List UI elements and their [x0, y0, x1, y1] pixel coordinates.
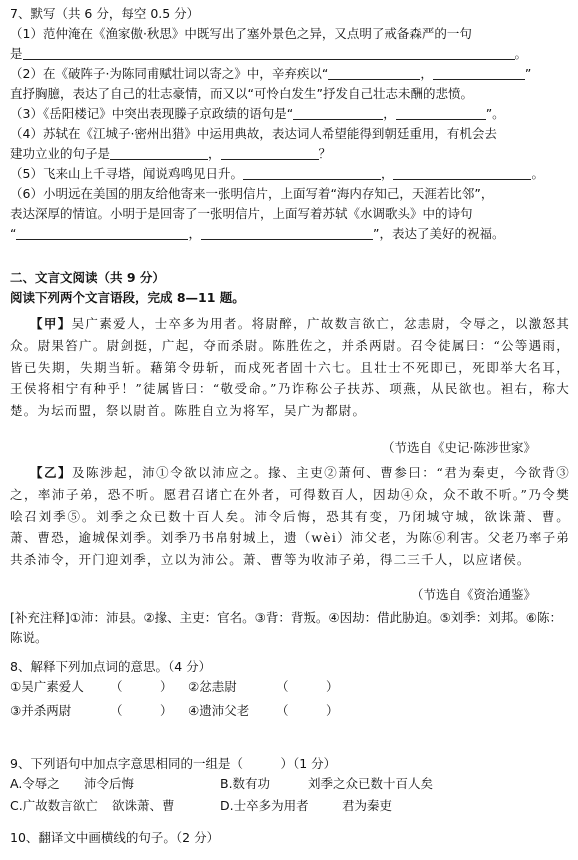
- q9-options-row-2: [10, 796, 570, 816]
- q9-title: 9、下列语句中加点字意思相同的一组是（ ）（1 分）: [10, 756, 337, 771]
- passage-jia-label: 【甲】: [30, 316, 72, 331]
- passage-jia: [10, 313, 570, 422]
- q7-item6-line1: （6）小明远在美国的朋友给他寄来一张明信片，上面写着“海内存知己，天涯若比邻”，: [10, 186, 494, 201]
- passage-yi-label: 【乙】: [30, 465, 73, 480]
- q8-item-label: ③并杀两尉: [10, 703, 72, 718]
- answer-blank[interactable]: [243, 166, 381, 180]
- q8-row-1: [10, 677, 570, 697]
- answer-blank[interactable]: [433, 66, 525, 80]
- q9-option-b-compare: 刘季之众已数十百人矣: [308, 776, 434, 791]
- question-9: [10, 754, 570, 816]
- q9-option-d-compare: 君为秦吏: [342, 798, 393, 813]
- q9-option-d[interactable]: D.士卒多为用者: [220, 798, 309, 813]
- q8-item-label: ④遗沛父老: [188, 703, 250, 718]
- q7-item4-line2: 建功立业的句子是 ， ？: [10, 146, 332, 161]
- q8-item-label: ②忿恚尉: [188, 679, 237, 694]
- q7-item1-text: （1）范仲淹在《渔家傲·秋思》中既写出了塞外景色之异，又点明了戒备森严的一句: [10, 26, 472, 41]
- answer-blank[interactable]: [293, 106, 383, 120]
- answer-blank[interactable]: [110, 146, 208, 160]
- q7-item3: （3）《岳阳楼记》中突出表现滕子京政绩的语句是“ ， ”。: [10, 106, 505, 121]
- q8-item-label: ①吴广素爱人: [10, 679, 84, 694]
- q8-answer-paren[interactable]: （ ）: [110, 679, 173, 694]
- q8-answer-paren[interactable]: （ ）: [276, 703, 339, 718]
- q8-row-2: [10, 701, 570, 721]
- passage-yi-text: 及陈涉起，沛①令欲以沛应之。掾、主吏②萧何、曹参曰：“君为秦吏，今欲背③之，率沛子弟，恐不听。愿君召诸亡在外者，可得数百人，因劫④众，众不敢不听。”乃令樊哙召刘季⑤。刘季之众已数十百人矣。沛令后悔，恐其有变，乃闭城守城，欲诛萧、曹。萧、曹恐，逾城保刘季。刘季乃书帛射城上，遗（wèi）沛父老，为陈⑥利害。父老乃率子弟共杀沛令，开门迎刘季，立以为沛公。萧、曹等为收沛子弟，得二三千人，以应诸侯。: [10, 465, 571, 568]
- reading-instruction: 阅读下列两个文言语段，完成 8—11 题。: [10, 290, 245, 305]
- passage-jia-text: 吴广素爱人，士卒多为用者。将尉醉，广故数言欲亡，忿恚尉，令辱之，以激怒其众。尉果笞广。尉剑挺，广起，夺而杀尉。陈胜佐之，并杀两尉。召令徒属曰：“公等遇雨，皆已失期，失期当斩。藉第令毋斩，而戍死者固十六七。且壮士不死即已，死即举大名耳，王侯将相宁有种乎！”徒属皆曰：“敬受命。”乃诈称公子扶苏、项燕，从民欲也。袒右，称大楚。为坛而盟，祭以尉首。陈胜自立为将军，吴广为都尉。: [10, 316, 571, 419]
- question-8: [10, 657, 570, 721]
- q7-title: 7、默写（共 6 分，每空 0.5 分）: [10, 6, 200, 21]
- question-10: [10, 828, 570, 848]
- q7-item4-line1: （4）苏轼在《江城子·密州出猎》中运用典故，表达词人希望能得到朝廷重用，有机会去: [10, 126, 497, 141]
- q8-title: 8、解释下列加点词的意思。（4 分）: [10, 659, 212, 674]
- q7-item5: （5）飞来山上千寻塔，闻说鸡鸣见日升。 ， 。: [10, 166, 544, 181]
- passage-jia-source: （节选自《史记·陈涉世家》: [382, 440, 536, 455]
- passage-yi-source: （节选自《资治通鉴》: [410, 587, 536, 602]
- section-2-header: [10, 268, 570, 308]
- supplementary-notes: [10, 608, 570, 648]
- q7-item1-answer-line: 是 。: [10, 46, 528, 61]
- q7-item2-line1: （2）在《破阵子·为陈同甫赋壮词以寄之》中，辛弃疾以“ ， ”: [10, 66, 532, 81]
- answer-blank[interactable]: [328, 66, 420, 80]
- q9-option-b[interactable]: B.数有功: [220, 776, 271, 791]
- q9-option-c-compare: 欲诛萧、曹: [112, 798, 175, 813]
- q7-item2-line2: 直抒胸臆，表达了自己的壮志豪情，而又以“可怜白发生”抒发自己壮志未酬的悲愤。: [10, 86, 473, 101]
- q8-answer-paren[interactable]: （ ）: [276, 679, 339, 694]
- answer-blank[interactable]: [393, 166, 531, 180]
- answer-blank[interactable]: [16, 226, 188, 240]
- q7-item6-line2: 表达深厚的情谊。小明于是回寄了一张明信片，上面写着苏轼《水调歌头》中的诗句: [10, 206, 473, 221]
- passage-yi: [10, 462, 570, 571]
- answer-blank[interactable]: [23, 46, 515, 60]
- section-heading: 二、文言文阅读（共 9 分）: [10, 270, 165, 285]
- question-7: [10, 4, 570, 244]
- q9-option-a[interactable]: A.令辱之: [10, 776, 60, 791]
- notes-text: [补充注释]①沛：沛县。②掾、主吏：官名。③背：背叛。④因劫：借此胁迫。⑤刘季：刘邦。⑥陈：陈说。: [10, 610, 562, 645]
- q10-title: 10、翻译文中画横线的句子。（2 分）: [10, 830, 220, 845]
- q9-option-a-compare: 沛令后悔: [84, 776, 135, 791]
- q8-answer-paren[interactable]: （ ）: [110, 703, 173, 718]
- answer-blank[interactable]: [396, 106, 486, 120]
- q9-option-c[interactable]: C.广故数言欲亡: [10, 798, 98, 813]
- q7-item6-line3: “ ， ”，表达了美好的祝福。: [10, 226, 505, 241]
- answer-blank[interactable]: [221, 146, 319, 160]
- answer-blank[interactable]: [201, 226, 373, 240]
- q9-options-row-1: [10, 774, 570, 794]
